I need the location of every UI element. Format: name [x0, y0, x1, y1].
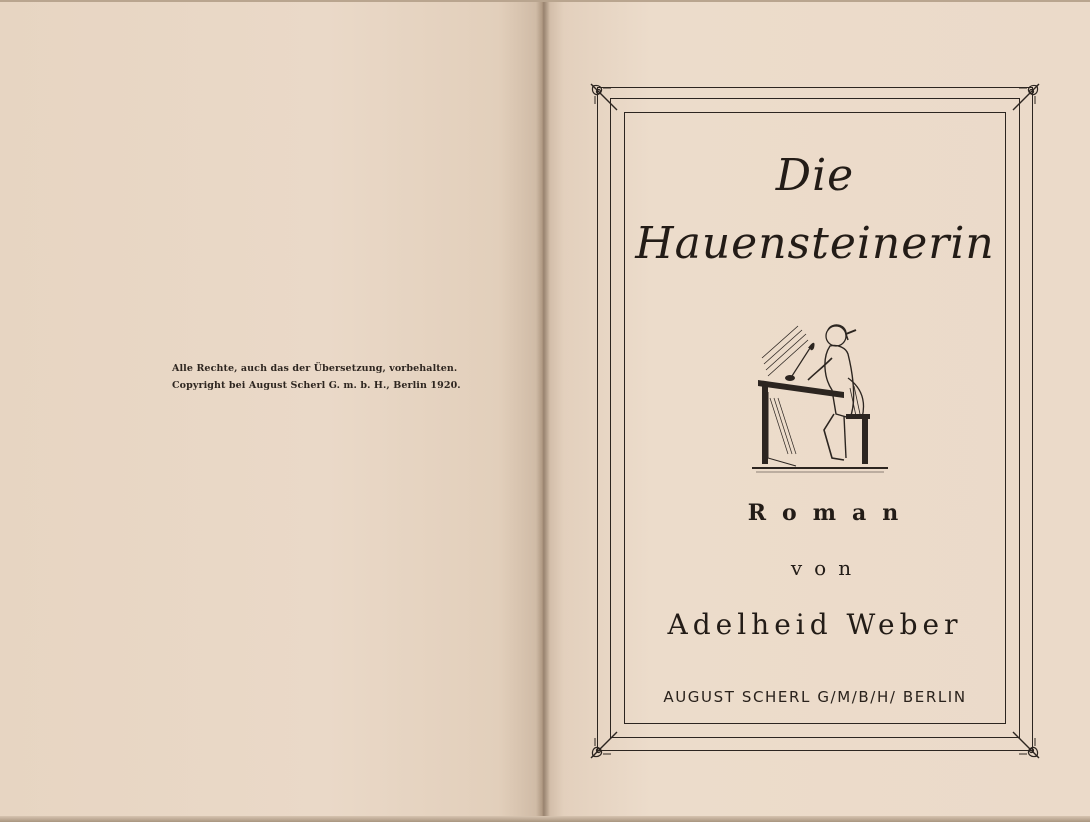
book-genre: Roman — [747, 500, 915, 526]
copyright-line-rights: Alle Rechte, auch das der Übersetzung, vorbehalten. — [172, 363, 458, 374]
copyright-notice — [172, 360, 472, 394]
author-preposition: von — [790, 556, 864, 580]
corner-ornament-top-left-icon — [589, 82, 619, 112]
book-publisher: AUGUST SCHERL G/M/B/H/ BERLIN — [663, 688, 967, 706]
copyright-line-holder: Copyright bei August Scherl G. m. b. H., Berlin 1920. — [172, 380, 461, 391]
left-page — [0, 0, 542, 822]
corner-ornament-bottom-left-icon — [589, 730, 619, 760]
writing-man-illustration-icon — [752, 318, 888, 474]
corner-ornament-top-right-icon — [1011, 82, 1041, 112]
book-author: Adelheid Weber — [667, 608, 963, 641]
book-gutter — [536, 0, 550, 822]
corner-ornament-bottom-right-icon — [1011, 730, 1041, 760]
book-title-line-1: Die — [775, 150, 855, 201]
page-top-edge — [0, 0, 1090, 2]
page-bottom-edge — [0, 816, 1090, 822]
book-title-line-2: Hauensteinerin — [635, 218, 995, 269]
